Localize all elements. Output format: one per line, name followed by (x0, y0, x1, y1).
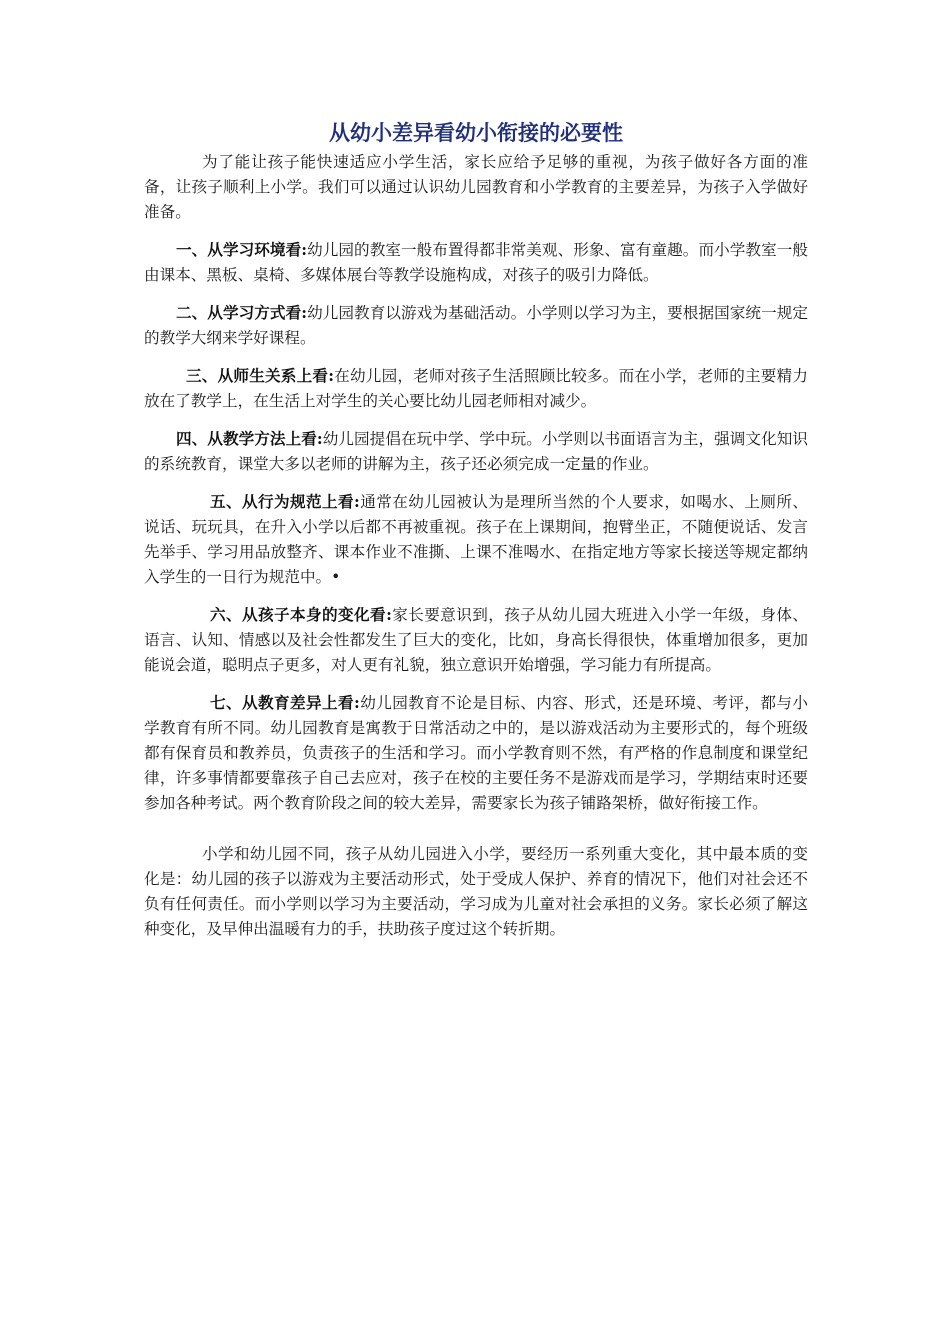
section-heading: 五、从行为规范上看: (210, 492, 360, 511)
section-behavior-norms (144, 489, 808, 590)
section-education-differences (144, 690, 808, 816)
section-heading: 七、从教育差异上看: (210, 693, 360, 712)
section-heading: 二、从学习方式看: (176, 303, 308, 322)
section-text: 家长要意识到，孩子从幼儿园大班进入小学一年级，身体、语言、认知、情感以及社会性都发生了巨大的变化，比如，身高长得很快，体重增加很多，更加能说会道，聪明点子更多，对人更有礼貌，独立意识开始增强，学习能力有所提高。 (144, 606, 808, 674)
section-text: 在幼儿园，老师对孩子生活照顾比较多。而在小学，老师的主要精力放在了教学上，在生活上对学生的关心要比幼儿园老师相对减少。 (144, 367, 808, 410)
document-title: 从幼小差异看幼小衔接的必要性 (329, 121, 623, 145)
section-learning-environment (144, 237, 808, 288)
document-page (144, 118, 808, 942)
intro-paragraph: 为了能让孩子能快速适应小学生活，家长应给予足够的重视，为孩子做好各方面的准备，让孩子顺利上小学。我们可以通过认识幼儿园教育和小学教育的主要差异，为孩子入学做好准备。 (144, 153, 808, 221)
section-text: 幼儿园提倡在玩中学、学中玩。小学则以书面语言为主，强调文化知识的系统教育，课堂大多以老师的讲解为主，孩子还必须完成一定量的作业。 (144, 430, 808, 473)
section-heading: 四、从教学方法上看: (176, 429, 323, 448)
closing-paragraph: 小学和幼儿园不同，孩子从幼儿园进入小学，要经历一系列重大变化，其中最本质的变化是：幼儿园的孩子以游戏为主要活动形式，处于受成人保护、养育的情况下，他们对社会还不负有任何责任。而小学则以学习为主要活动，学习成为儿童对社会承担的义务。家长必须了解这种变化，及早伸出温暖有力的手，扶助孩子度过这个转折期。 (144, 845, 808, 938)
section-teaching-method (144, 426, 808, 477)
section-heading: 三、从师生关系上看: (186, 366, 334, 385)
section-text: 幼儿园教育以游戏为基础活动。小学则以学习为主，要根据国家统一规定的教学大纲来学好课程。 (144, 304, 808, 347)
section-text: 通常在幼儿园被认为是理所当然的个人要求，如喝水、上厕所、说话、玩玩具，在升入小学以后都不再被重视。孩子在上课期间，抱臂坐正，不随便说话、发言先举手、学习用品放整齐、课本作业不准撕、上课不准喝水、在指定地方等家长接送等规定都纳入学生的一日行为规范中。• (144, 493, 808, 586)
section-heading: 六、从孩子本身的变化看: (210, 605, 392, 624)
section-text: 幼儿园教育不论是目标、内容、形式，还是环境、考评，都与小学教育有所不同。幼儿园教育是寓教于日常活动之中的，是以游戏活动为主要形式的，每个班级都有保育员和教养员，负责孩子的生活和学习。而小学教育则不然，有严格的作息制度和课堂纪律，许多事情都要靠孩子自己去应对，孩子在校的主要任务不是游戏而是学习，学期结束时还要参加各种考试。两个教育阶段之间的较大差异，需要家长为孩子铺路架桥，做好衔接工作。 (144, 694, 808, 812)
section-heading: 一、从学习环境看: (176, 240, 308, 259)
section-teacher-student (144, 363, 808, 414)
section-learning-style (144, 300, 808, 351)
section-text: 幼儿园的教室一般布置得都非常美观、形象、富有童趣。而小学教室一般由课本、黑板、桌椅、多媒体展台等教学设施构成，对孩子的吸引力降低。 (144, 241, 808, 284)
section-child-changes (144, 602, 808, 678)
